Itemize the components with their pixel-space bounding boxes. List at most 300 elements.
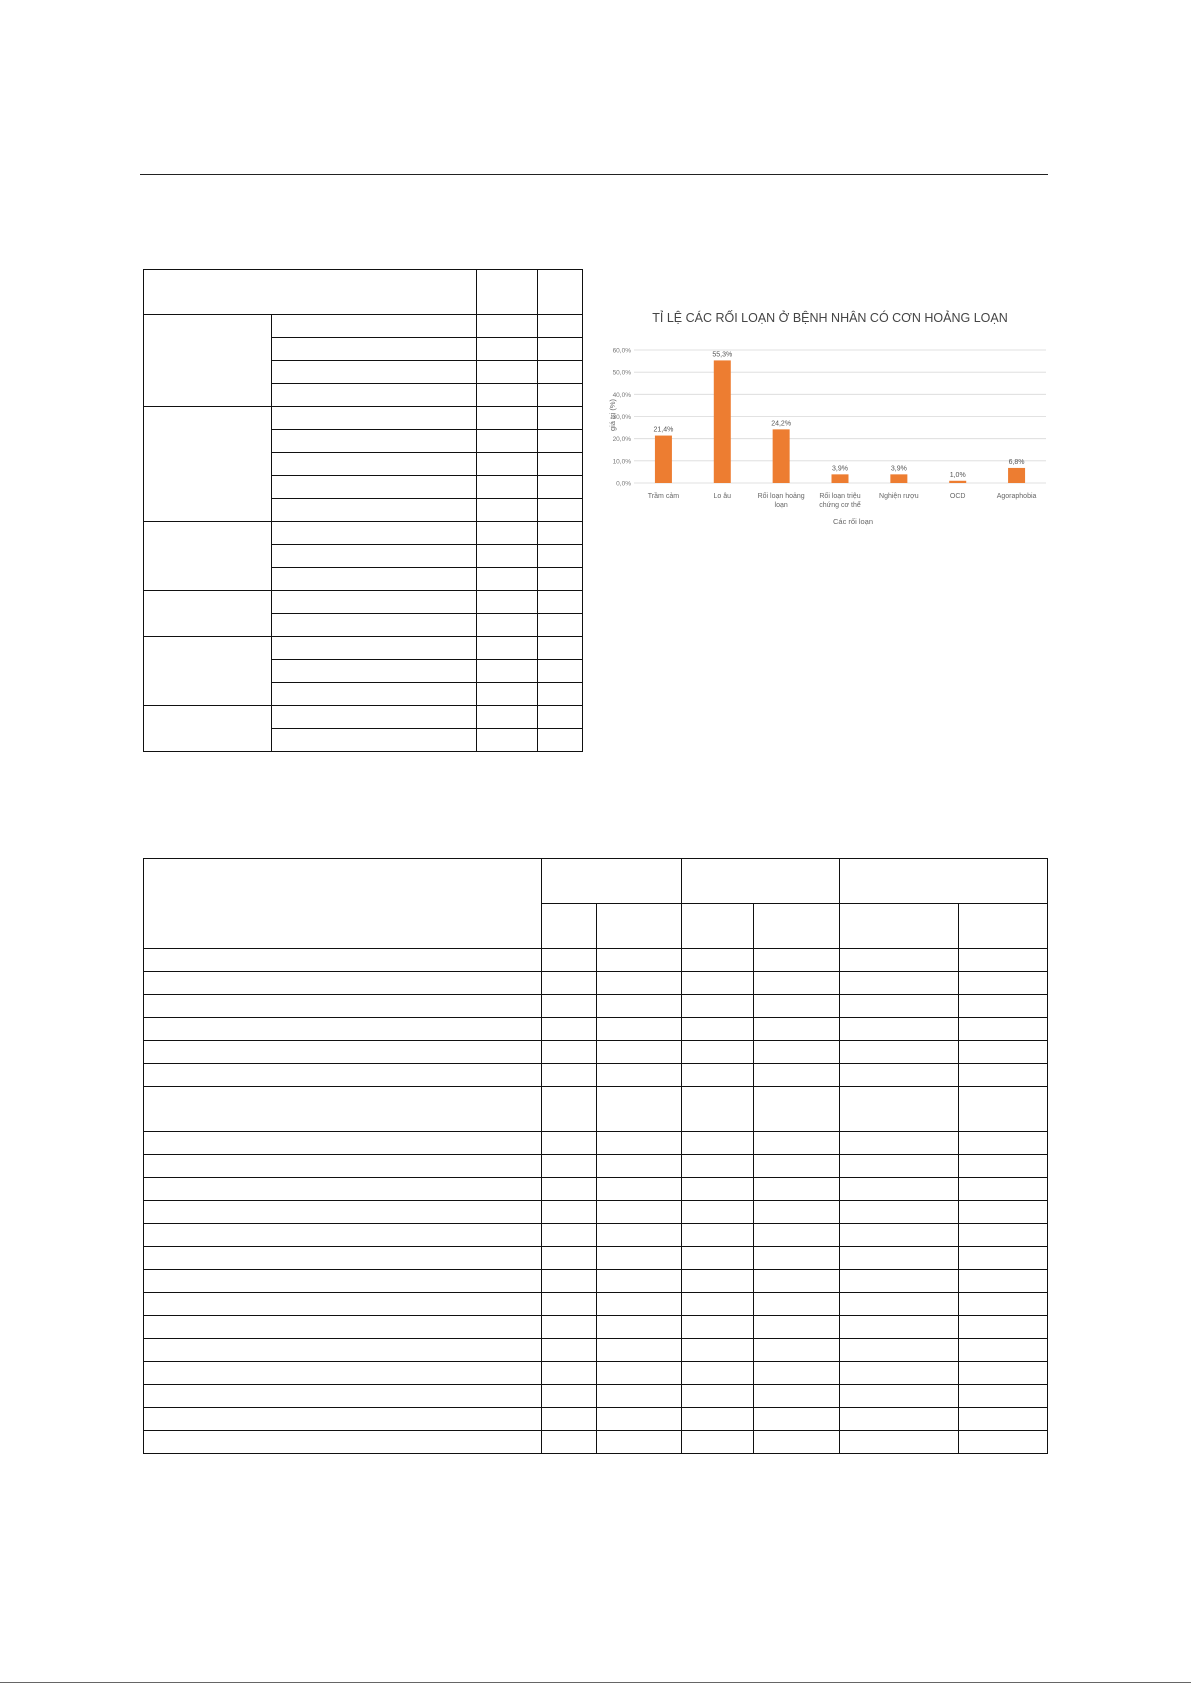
category-label [758,491,805,509]
table-cell [754,1201,840,1224]
bar [832,474,849,483]
table-cell [597,1270,682,1293]
table-cell [682,1431,754,1454]
table-cell [477,384,538,407]
table-cell [597,1018,682,1041]
table-cell [959,1201,1048,1224]
table-cell [959,1293,1048,1316]
table-cell [682,1018,754,1041]
table-cell [538,637,583,660]
table-header-row [144,270,583,315]
table-cell [144,995,542,1018]
category-label-line: Rối loạn hoảng [757,493,805,500]
table-cell [959,1316,1048,1339]
table-cell [682,1041,754,1064]
table-cell [477,315,538,338]
table-cell [597,1385,682,1408]
group-cell [144,522,272,591]
table-row [144,1132,1048,1155]
table-cell [477,683,538,706]
chart-gridlines [634,350,1046,483]
table-cell [959,1431,1048,1454]
table-cell [542,972,597,995]
table-cell [144,1339,542,1362]
table-row [144,637,583,660]
bar-data-label: 21,4% [653,426,674,434]
table-cell [272,591,477,614]
table-cell [754,1339,840,1362]
table-cell [542,1408,597,1431]
header-cell [840,904,959,949]
table-cell [597,1408,682,1431]
category-label [950,493,966,500]
category-label-line: Lo âu [713,493,732,500]
table-cell [597,1155,682,1178]
y-tick-label: 60,0% [612,347,631,355]
table-cell [144,1132,542,1155]
table-cell [272,361,477,384]
table-cell [538,706,583,729]
table-cell [272,499,477,522]
table-cell [597,995,682,1018]
table-cell [682,1316,754,1339]
header-cell [542,904,597,949]
table-row [144,591,583,614]
table-cell [538,476,583,499]
table-cell [682,1132,754,1155]
table-cell [840,1339,959,1362]
table-cell [538,453,583,476]
table-cell [682,1247,754,1270]
table-cell [959,1155,1048,1178]
table-cell [542,1132,597,1155]
table-cell [754,1316,840,1339]
table-row [144,1224,1048,1247]
table-cell [144,1224,542,1247]
table-cell [682,1339,754,1362]
table-cell [144,1385,542,1408]
table-cell [840,1018,959,1041]
table-cell [682,1408,754,1431]
table-cell [542,1155,597,1178]
table-cell [144,1155,542,1178]
table-cell [477,338,538,361]
table-cell [542,1385,597,1408]
table-cell [272,660,477,683]
table-cell [144,1408,542,1431]
table-cell [682,949,754,972]
footer-rule [0,1682,1191,1683]
header-cell [840,859,1048,904]
table-cell [754,1087,840,1132]
table-cell [272,430,477,453]
table-cell [542,1362,597,1385]
table-cell [542,1293,597,1316]
table-cell [477,729,538,752]
table-cell [754,1041,840,1064]
table-cell [144,1064,542,1087]
x-axis-label: Các rối loạn [832,517,874,526]
table-cell [682,1087,754,1132]
table-cell [272,706,477,729]
table-cell [840,1362,959,1385]
header-rule [140,174,1048,175]
table-cell [272,522,477,545]
header-cell [682,859,840,904]
table-cell [754,1270,840,1293]
table-cell [272,729,477,752]
category-label [648,491,679,500]
table-cell [754,1224,840,1247]
table-cell [477,453,538,476]
table-cell [477,591,538,614]
table-cell [272,637,477,660]
table-row [144,995,1048,1018]
table-cell [840,1247,959,1270]
table-row [144,1385,1048,1408]
header-cell [959,904,1048,949]
table-cell [840,1201,959,1224]
table-cell [682,995,754,1018]
table-cell [144,1316,542,1339]
category-label-line: loạn [774,502,788,509]
table-cell [840,972,959,995]
table-cell [272,407,477,430]
table-header-row [144,859,1048,904]
table-cell [144,1270,542,1293]
bar [773,429,790,483]
table-cell [477,430,538,453]
table-cell [272,315,477,338]
table-cell [538,614,583,637]
table-cell [542,1247,597,1270]
category-label [997,493,1037,500]
header-cell [144,270,477,315]
table-row [144,1178,1048,1201]
table-cell [477,706,538,729]
table-cell [538,683,583,706]
table-cell [959,1224,1048,1247]
table-cell [959,1247,1048,1270]
table-row [144,1201,1048,1224]
table-row [144,706,583,729]
table-row [144,315,583,338]
bar-data-label: 24,2% [771,420,792,428]
table-cell [144,1178,542,1201]
table-cell [754,1247,840,1270]
table-cell [272,476,477,499]
table-cell [959,1408,1048,1431]
y-tick-label: 40,0% [612,391,631,399]
table-cell [272,568,477,591]
table-cell [538,430,583,453]
table-cell [538,660,583,683]
table-cell [754,1155,840,1178]
bar [714,360,731,483]
group-cell [144,637,272,706]
table-cell [682,1293,754,1316]
table-cell [840,1087,959,1132]
table-cell [597,949,682,972]
table-row [144,1064,1048,1087]
table-row [144,407,583,430]
table-cell [542,1018,597,1041]
table-row [144,1316,1048,1339]
table-cell [959,1041,1048,1064]
table-cell [477,407,538,430]
table-cell [538,338,583,361]
table-row [144,1018,1048,1041]
table-row [144,1431,1048,1454]
table-cell [840,1270,959,1293]
table-cell [542,1041,597,1064]
table-cell [840,1224,959,1247]
table-cell [272,384,477,407]
table-cell [542,1201,597,1224]
table-cell [840,1178,959,1201]
table-cell [477,660,538,683]
table-cell [542,1064,597,1087]
table-cell [959,1087,1048,1132]
table-row [144,1408,1048,1431]
table-row [144,949,1048,972]
table-cell [959,1270,1048,1293]
bar [949,481,966,483]
table-cell [682,1201,754,1224]
table-cell [542,1431,597,1454]
bar-data-label: 3,9% [832,465,848,473]
table-cell [840,1385,959,1408]
table-cell [959,972,1048,995]
table-cell [959,949,1048,972]
header-cell [682,904,754,949]
table-cell [477,476,538,499]
table-cell [840,1316,959,1339]
category-label [714,493,732,500]
chart-title: TỈ LỆ CÁC RỐI LOẠN Ở BỆNH NHÂN CÓ CƠN HOẢNG LOẠN [652,311,1008,325]
table-cell [597,1431,682,1454]
table-cell [597,1339,682,1362]
table-cell [754,949,840,972]
table-cell [754,1178,840,1201]
table-cell [959,1018,1048,1041]
group-cell [144,315,272,407]
y-tick-label: 50,0% [612,369,631,377]
table-cell [542,1270,597,1293]
table-cell [840,1155,959,1178]
bar [890,474,907,483]
category-label-line: Nghiện rượu [879,493,919,500]
table-cell [682,972,754,995]
category-label-line: Trầm cảm [647,493,680,500]
table-cell [597,1293,682,1316]
table-cell [840,1293,959,1316]
table-cell [682,1385,754,1408]
table-cell [597,1064,682,1087]
table-cell [272,453,477,476]
bar-data-label: 1,0% [949,471,966,479]
table-cell [754,1408,840,1431]
header-cell [538,270,583,315]
table-cell [959,1339,1048,1362]
category-label-line: chứng cơ thể [819,502,861,509]
bar-data-label: 3,9% [890,465,907,473]
table-cell [144,1362,542,1385]
table-row [144,1362,1048,1385]
table-cell [754,1385,840,1408]
table-cell [682,1224,754,1247]
table-cell [840,1431,959,1454]
table-cell [597,1247,682,1270]
table-cell [840,1041,959,1064]
table-cell [542,1316,597,1339]
y-tick-label: 20,0% [612,436,631,444]
table-cell [597,1041,682,1064]
table-cell [477,637,538,660]
table-cell [682,1178,754,1201]
table-row [144,1270,1048,1293]
table-cell [538,568,583,591]
table-cell [542,1224,597,1247]
table-row [144,522,583,545]
group-cell [144,591,272,637]
table-cell [959,1362,1048,1385]
table-cell [144,1041,542,1064]
table-cell [959,1385,1048,1408]
table-row [144,1293,1048,1316]
table-cell [597,1087,682,1132]
table-cell [144,1293,542,1316]
header-cell [597,904,682,949]
table-cell [144,1431,542,1454]
table-cell [144,1087,542,1132]
table-cell [597,1178,682,1201]
category-label-line: OCD [949,493,966,500]
table-cell [542,995,597,1018]
table-cell [542,1339,597,1362]
group-cell [144,706,272,752]
table-cell [144,972,542,995]
category-label-line: Agoraphobia [996,493,1037,500]
table-cell [477,568,538,591]
table-cell [538,545,583,568]
y-tick-label: 10,0% [612,458,631,466]
category-label [879,493,919,500]
x-axis-categories [648,491,1037,509]
table-cell [840,949,959,972]
table-row [144,1247,1048,1270]
table-cell [538,407,583,430]
table-cell [538,522,583,545]
table-row [144,1339,1048,1362]
table-cell [477,522,538,545]
table-cell [538,315,583,338]
table-cell [477,545,538,568]
table-cell [538,361,583,384]
table-row [144,1155,1048,1178]
header-cell [144,859,542,949]
table-cell [597,1316,682,1339]
table-cell [682,1064,754,1087]
table-cell [144,1018,542,1041]
table-cell [144,1247,542,1270]
table-cell [959,1132,1048,1155]
table-row [144,1041,1048,1064]
bar-data-label: 55,3% [712,351,733,359]
table-cell [272,545,477,568]
table-cell [538,729,583,752]
disorder-rate-chart [606,310,1054,535]
y-tick-label: 0,0% [616,480,631,488]
table-cell [538,591,583,614]
table-cell [682,1270,754,1293]
category-label [819,491,861,509]
table-row [144,1087,1048,1132]
header-cell [754,904,840,949]
group-cell [144,407,272,522]
table-cell [840,995,959,1018]
table-cell [754,972,840,995]
table-cell [959,995,1048,1018]
table-cell [538,499,583,522]
bar-data-label: 6,8% [1008,458,1025,466]
table-cell [272,683,477,706]
table-cell [597,972,682,995]
table-cell [144,949,542,972]
header-cell [477,270,538,315]
bar [1008,468,1025,483]
table-cell [754,1362,840,1385]
table-cell [754,1018,840,1041]
y-tick-label: 30,0% [612,414,631,421]
table-cell [542,949,597,972]
table-row [144,972,1048,995]
table-cell [272,338,477,361]
y-axis-label: giá trị (%) [608,398,617,432]
table-cell [682,1362,754,1385]
table-cell [840,1132,959,1155]
header-cell [542,859,682,904]
table-cell [597,1132,682,1155]
table-cell [959,1064,1048,1087]
table-cell [754,995,840,1018]
table-cell [144,1201,542,1224]
table-cell [477,614,538,637]
chart-data-labels [653,351,1024,478]
table-cell [477,361,538,384]
table-cell [840,1408,959,1431]
table-cell [597,1362,682,1385]
table-cell [272,614,477,637]
category-label-line: Rối loạn triệu [819,493,861,500]
table-cell [542,1178,597,1201]
table-cell [597,1201,682,1224]
table-cell [538,384,583,407]
table-cell [754,1132,840,1155]
table-cell [754,1293,840,1316]
bar [655,436,672,483]
table-cell [682,1155,754,1178]
comparison-table [143,858,1048,1454]
table-cell [840,1064,959,1087]
table-cell [477,499,538,522]
table-cell [754,1064,840,1087]
table-cell [959,1178,1048,1201]
table-cell [597,1224,682,1247]
table-cell [542,1087,597,1132]
characteristics-table [143,269,583,752]
table-cell [754,1431,840,1454]
